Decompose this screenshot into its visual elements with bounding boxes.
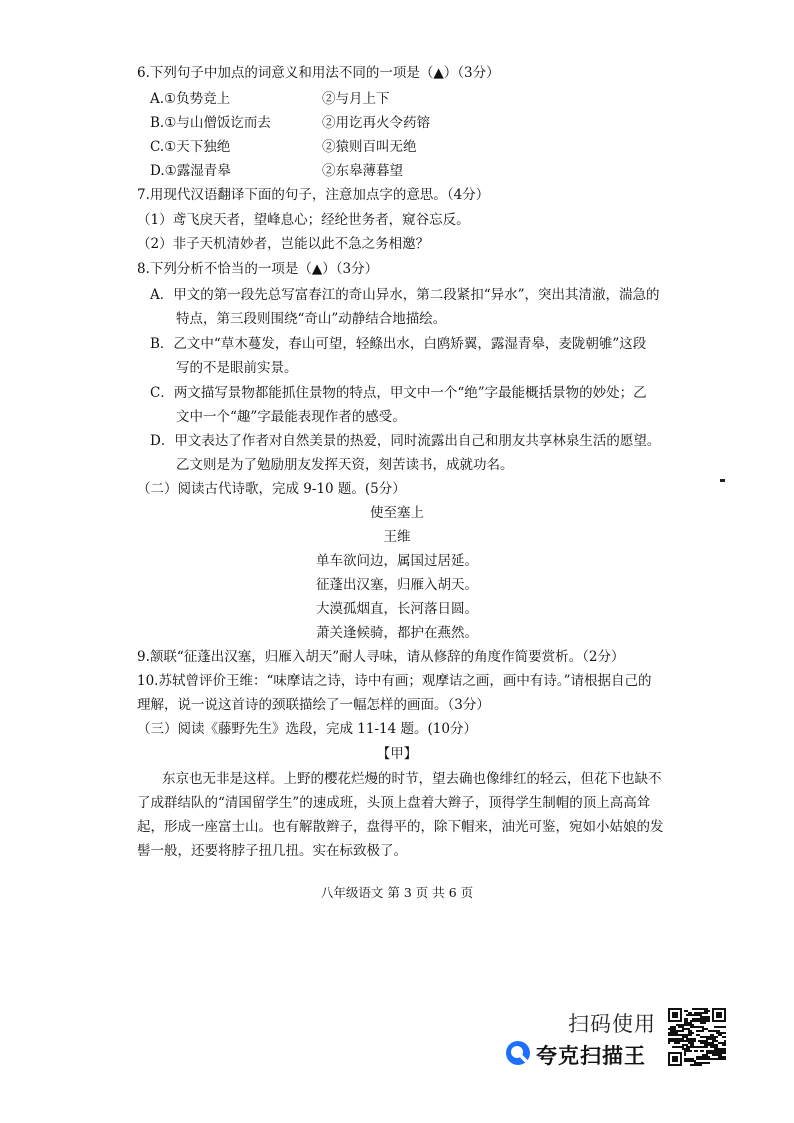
q7-item-2: （2）非子天机清妙者，岂能以此不急之务相邀？ bbox=[137, 236, 430, 252]
q7-stem: 7.用现代汉语翻译下面的句子，注意加点字的意思。（4分） bbox=[137, 187, 490, 203]
q9-stem: 9.颔联“征蓬出汉塞，归雁入胡天”耐人寻味，请从修辞的角度作简要赏析。（2分） bbox=[137, 649, 625, 665]
poem-line-4: 萧关逢候骑，都护在燕然。 bbox=[316, 625, 478, 641]
q6-option-d-left: D.①露湿青皋 bbox=[150, 163, 231, 179]
q8-option-a-line2: 特点，第三段则围绕“奇山”动静结合地描绘。 bbox=[176, 311, 447, 327]
q8-option-b-line1: B．乙文中“草木蔓发，春山可望，轻鲦出水，白鸥矫翼，露湿青皋，麦陇朝雊”这段 bbox=[150, 336, 647, 352]
q8-option-b-line2: 写的不是眼前实景。 bbox=[176, 360, 298, 376]
section3-heading: （三）阅读《藤野先生》选段，完成 11-14 题。(10分） bbox=[137, 721, 477, 737]
quark-scanner-brand: 夸克扫描王 bbox=[536, 1044, 646, 1068]
q10-line-2: 理解，说一说这首诗的颈联描绘了一幅怎样的画面。（3分） bbox=[137, 697, 490, 713]
poem-author: 王维 bbox=[383, 529, 411, 545]
poem-line-3: 大漠孤烟直，长河落日圆。 bbox=[316, 601, 478, 617]
page-footer: 八年级语文 第 3 页 共 6 页 bbox=[320, 885, 474, 900]
excerpt-line-4: 髻一般，还要将脖子扭几扭。实在标致极了。 bbox=[137, 843, 407, 859]
section2-heading: （二）阅读古代诗歌，完成 9-10 题。(5分） bbox=[137, 481, 406, 497]
q6-option-b-left: B.①与山僧饭讫而去 bbox=[150, 115, 271, 131]
q6-option-c-left: C.①天下独绝 bbox=[150, 139, 231, 155]
quark-logo-icon bbox=[505, 1040, 531, 1066]
excerpt-line-3: 起，形成一座富士山。也有解散辫子，盘得平的，除下帽来，油光可鉴，宛如小姑娘的发 bbox=[137, 819, 664, 835]
q6-option-a-left: A.①负势竞上 bbox=[150, 91, 231, 107]
scan-speck bbox=[720, 479, 725, 482]
q8-option-c-line1: C．两文描写景物都能抓住景物的特点，甲文中一个“绝”字最能概括景物的妙处；乙 bbox=[150, 385, 647, 401]
q6-option-a-right: ②与月上下 bbox=[322, 91, 390, 107]
excerpt-line-1: 东京也无非是这样。上野的樱花烂熳的时节，望去确也像绯红的轻云，但花下也缺不 bbox=[162, 771, 662, 787]
q6-option-c-right: ②猿则百叫无绝 bbox=[322, 139, 417, 155]
q8-stem: 8.下列分析不恰当的一项是（▲）（3分） bbox=[137, 261, 379, 277]
q6-stem: 6.下列句子中加点的词意义和用法不同的一项是（▲）（3分） bbox=[137, 65, 500, 81]
q10-line-1: 10.苏轼曾评价王维：“味摩诘之诗，诗中有画；观摩诘之画，画中有诗。”请根据自己的 bbox=[137, 673, 652, 689]
qr-code-icon[interactable] bbox=[666, 1006, 728, 1068]
scan-to-use-text: 扫码使用 bbox=[568, 1012, 656, 1036]
poem-line-2: 征蓬出汉塞，归雁入胡天。 bbox=[316, 577, 478, 593]
q8-option-d-line2: 乙文则是为了勉励朋友发挥天资，刻苦读书，成就功名。 bbox=[176, 457, 514, 473]
q6-option-b-right: ②用讫再火令药镕 bbox=[322, 115, 430, 131]
poem-title: 使至塞上 bbox=[370, 505, 424, 521]
q8-option-a-line1: A．甲文的第一段先总写富春江的奇山异水，第二段紧扣“异水”，突出其清澈，湍急的 bbox=[150, 287, 660, 303]
excerpt-jia-label: 【甲】 bbox=[376, 746, 418, 762]
poem-line-1: 单车欲问边，属国过居延。 bbox=[316, 553, 478, 569]
q6-option-d-right: ②东皋薄暮望 bbox=[322, 163, 403, 179]
q8-option-d-line1: D．甲文表达了作者对自然美景的热爱，同时流露出自己和朋友共享林泉生活的愿望。 bbox=[150, 433, 661, 449]
q7-item-1: （1）鸢飞戾天者，望峰息心；经纶世务者，窥谷忘反。 bbox=[137, 212, 470, 228]
excerpt-line-2: 了成群结队的“清国留学生”的速成班，头顶上盘着大辫子，顶得学生制帽的顶上高高耸 bbox=[137, 795, 651, 811]
q8-option-c-line2: 文中一个“趣”字最能表现作者的感受。 bbox=[176, 409, 406, 425]
